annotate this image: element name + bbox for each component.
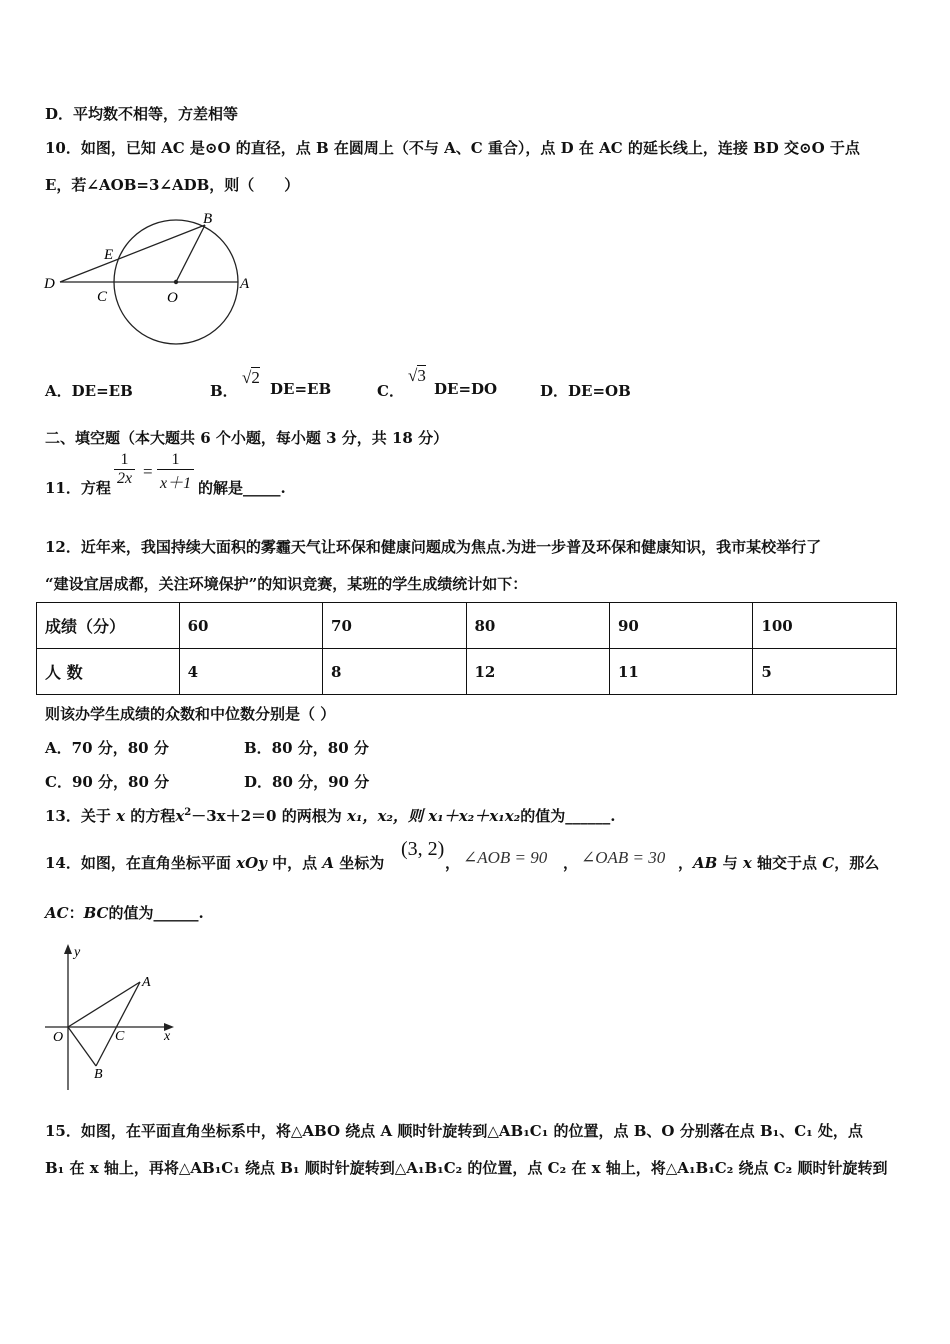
q14-angle-oab: ∠OAB = 30 [581,848,666,867]
q13-roots: x₁，x₂，则 x₁＋x₂＋x₁x₂ [346,807,521,825]
q13-var-x: x [116,807,126,825]
q14-mid1: 中，点 [272,854,318,872]
line-db [60,225,205,282]
table-cell: 70 [323,603,466,649]
q14-coordinate-figure [40,940,190,1095]
q10-option-c-prefix: C． [377,382,404,400]
table-cell: 11 [609,649,752,695]
q11-suffix: 的解是_____. [198,479,286,497]
center-dot [174,280,178,284]
q14-line2 [45,902,204,923]
q10-option-b-radicand: 2 [251,368,260,387]
q14-prefix: 14．如图，在直角坐标平面 [45,854,231,872]
q10-option-b-rest: DE=EB [270,380,332,398]
q13-eq-x: x [175,807,185,825]
q14-bc: BC [83,904,109,922]
table-cell: 12 [466,649,609,695]
label-a: A [240,276,250,292]
label-c: C [115,1029,125,1044]
q10-option-c-sqrt: √3 [408,366,426,385]
table-cell: 4 [179,649,322,695]
label-a: A [142,975,151,990]
label-x: x [164,1029,171,1044]
label-o: O [53,1030,64,1045]
q13-suffix: 的值为______. [520,807,616,825]
q11-equals: = [143,462,153,481]
q13-eq-rest: －3x＋2＝0 的两根为 [191,807,342,825]
q14-plane: xOy [236,854,267,872]
q10-stem-line1: 10．如图，已知 AC 是⊙O 的直径，点 B 在圆周上（不与 A、C 重合），点 D 在 AC 的延长线上，连接 BD 交⊙O 于点 [45,139,860,157]
line-ob [176,225,205,282]
table-cell: 5 [753,649,897,695]
table-cell: 80 [466,603,609,649]
q14-ac: AC [45,904,69,922]
q10-option-b-prefix: B． [210,382,238,400]
section-heading: 二、填空题（本大题共 6 个小题，每小题 3 分，共 18 分） [45,429,449,447]
q14-tail-mid: 与 [722,854,738,872]
q15-line2: B₁ 在 x 轴上，再将△AB₁C₁ 绕点 B₁ 顺时针旋转到△A₁B₁C₂ 的位置，点 C₂ 在 x 轴上，将△A₁B₁C₂ 绕点 C₂ 顺时针旋转到 [45,1159,888,1177]
q11-frac1-den: 2x [117,470,133,487]
q14-ab: AB [693,854,718,872]
table-cell: 人 数 [37,649,180,695]
q15-line1: 15．如图，在平面直角坐标系中，将△ABO 绕点 A 顺时针旋转到△AB₁C₁ 的位置，点 B、O 分别落在点 B₁、C₁ 处，点 [45,1122,863,1140]
q12-option-c: C．90 分，80 分 [45,773,170,791]
label-o: O [167,290,178,306]
q10-circle-figure [40,208,255,348]
q13-mid: 的方程 [130,807,176,825]
q13-exponent: 2 [184,807,192,818]
q12-option-a: A．70 分，80 分 [45,739,169,757]
q10-option-c-rest: DE=DO [434,380,498,398]
q11-prefix: 11．方程 [45,479,111,497]
label-d: D [44,276,55,292]
segment-ob [68,1027,96,1066]
table-cell: 100 [753,603,897,649]
table-cell: 90 [609,603,752,649]
q10-option-d: D．DE=OB [540,382,631,400]
q14-colon: ： [68,904,84,922]
q11-fraction-1 [114,451,135,488]
q10-stem-line2: E，若∠AOB=3∠ADB，则（ ） [45,176,300,194]
q9-option-d: D．平均数不相等，方差相等 [45,105,239,123]
table-cell: 60 [179,603,322,649]
q10-option-a: A．DE=EB [45,382,133,400]
y-axis-arrow [64,944,72,954]
q14-tail-end: 轴交于点 [757,854,818,872]
label-y: y [74,945,81,960]
score-table [36,602,897,695]
q10-option-c-radicand: 3 [417,366,426,385]
table-row [37,649,897,695]
label-c: C [97,289,108,305]
q10-option-b [210,380,238,401]
segment-ab [96,982,140,1066]
q12-option-d: D．80 分，90 分 [244,773,370,791]
q12-stem-line2: “建设宜居成都，关注环境保护”的知识竞赛，某班的学生成绩统计如下： [45,575,528,593]
table-cell: 8 [323,649,466,695]
q14-comma-3: ， [678,854,694,872]
label-b: B [94,1067,103,1082]
table-cell: 成绩（分） [37,603,180,649]
q14-angle-aob: ∠AOB = 90 [463,848,548,867]
label-b: B [203,211,213,227]
q14-tail-final: ，那么 [834,854,880,872]
table-row [37,603,897,649]
q11-frac2-num: 1 [157,451,194,470]
q11-fraction-2 [157,451,194,493]
q14-line1-tail [678,852,879,873]
q14-line1-left [45,852,384,873]
q14-coordinate: (3, 2) [401,838,445,860]
q14-comma-1: ， [445,854,461,872]
q14-comma-2: ， [563,854,579,872]
q12-stem-line1: 12．近年来，我国持续大面积的雾霾天气让环保和健康问题成为焦点.为进一步普及环保和健康知识，我市某校举行了 [45,538,822,556]
q13-prefix: 13．关于 [45,807,111,825]
label-e: E [104,247,114,263]
segment-oa [68,982,140,1027]
q11-frac1-num: 1 [114,451,135,470]
q12-option-b: B．80 分，80 分 [244,739,369,757]
q11-frac2-den: x＋1 [160,475,192,492]
q14-point-a: A [322,854,334,872]
q12-question: 则该办学生成绩的众数和中位数分别是（ ） [45,705,336,723]
q13-line [45,805,616,826]
q14-tail-x: x [742,854,752,872]
q10-option-b-sqrt: √2 [242,368,260,387]
q14-line2-rest: 的值为______. [108,904,204,922]
q14-tail-c: C [822,854,835,872]
q14-mid2: 坐标为 [339,854,385,872]
